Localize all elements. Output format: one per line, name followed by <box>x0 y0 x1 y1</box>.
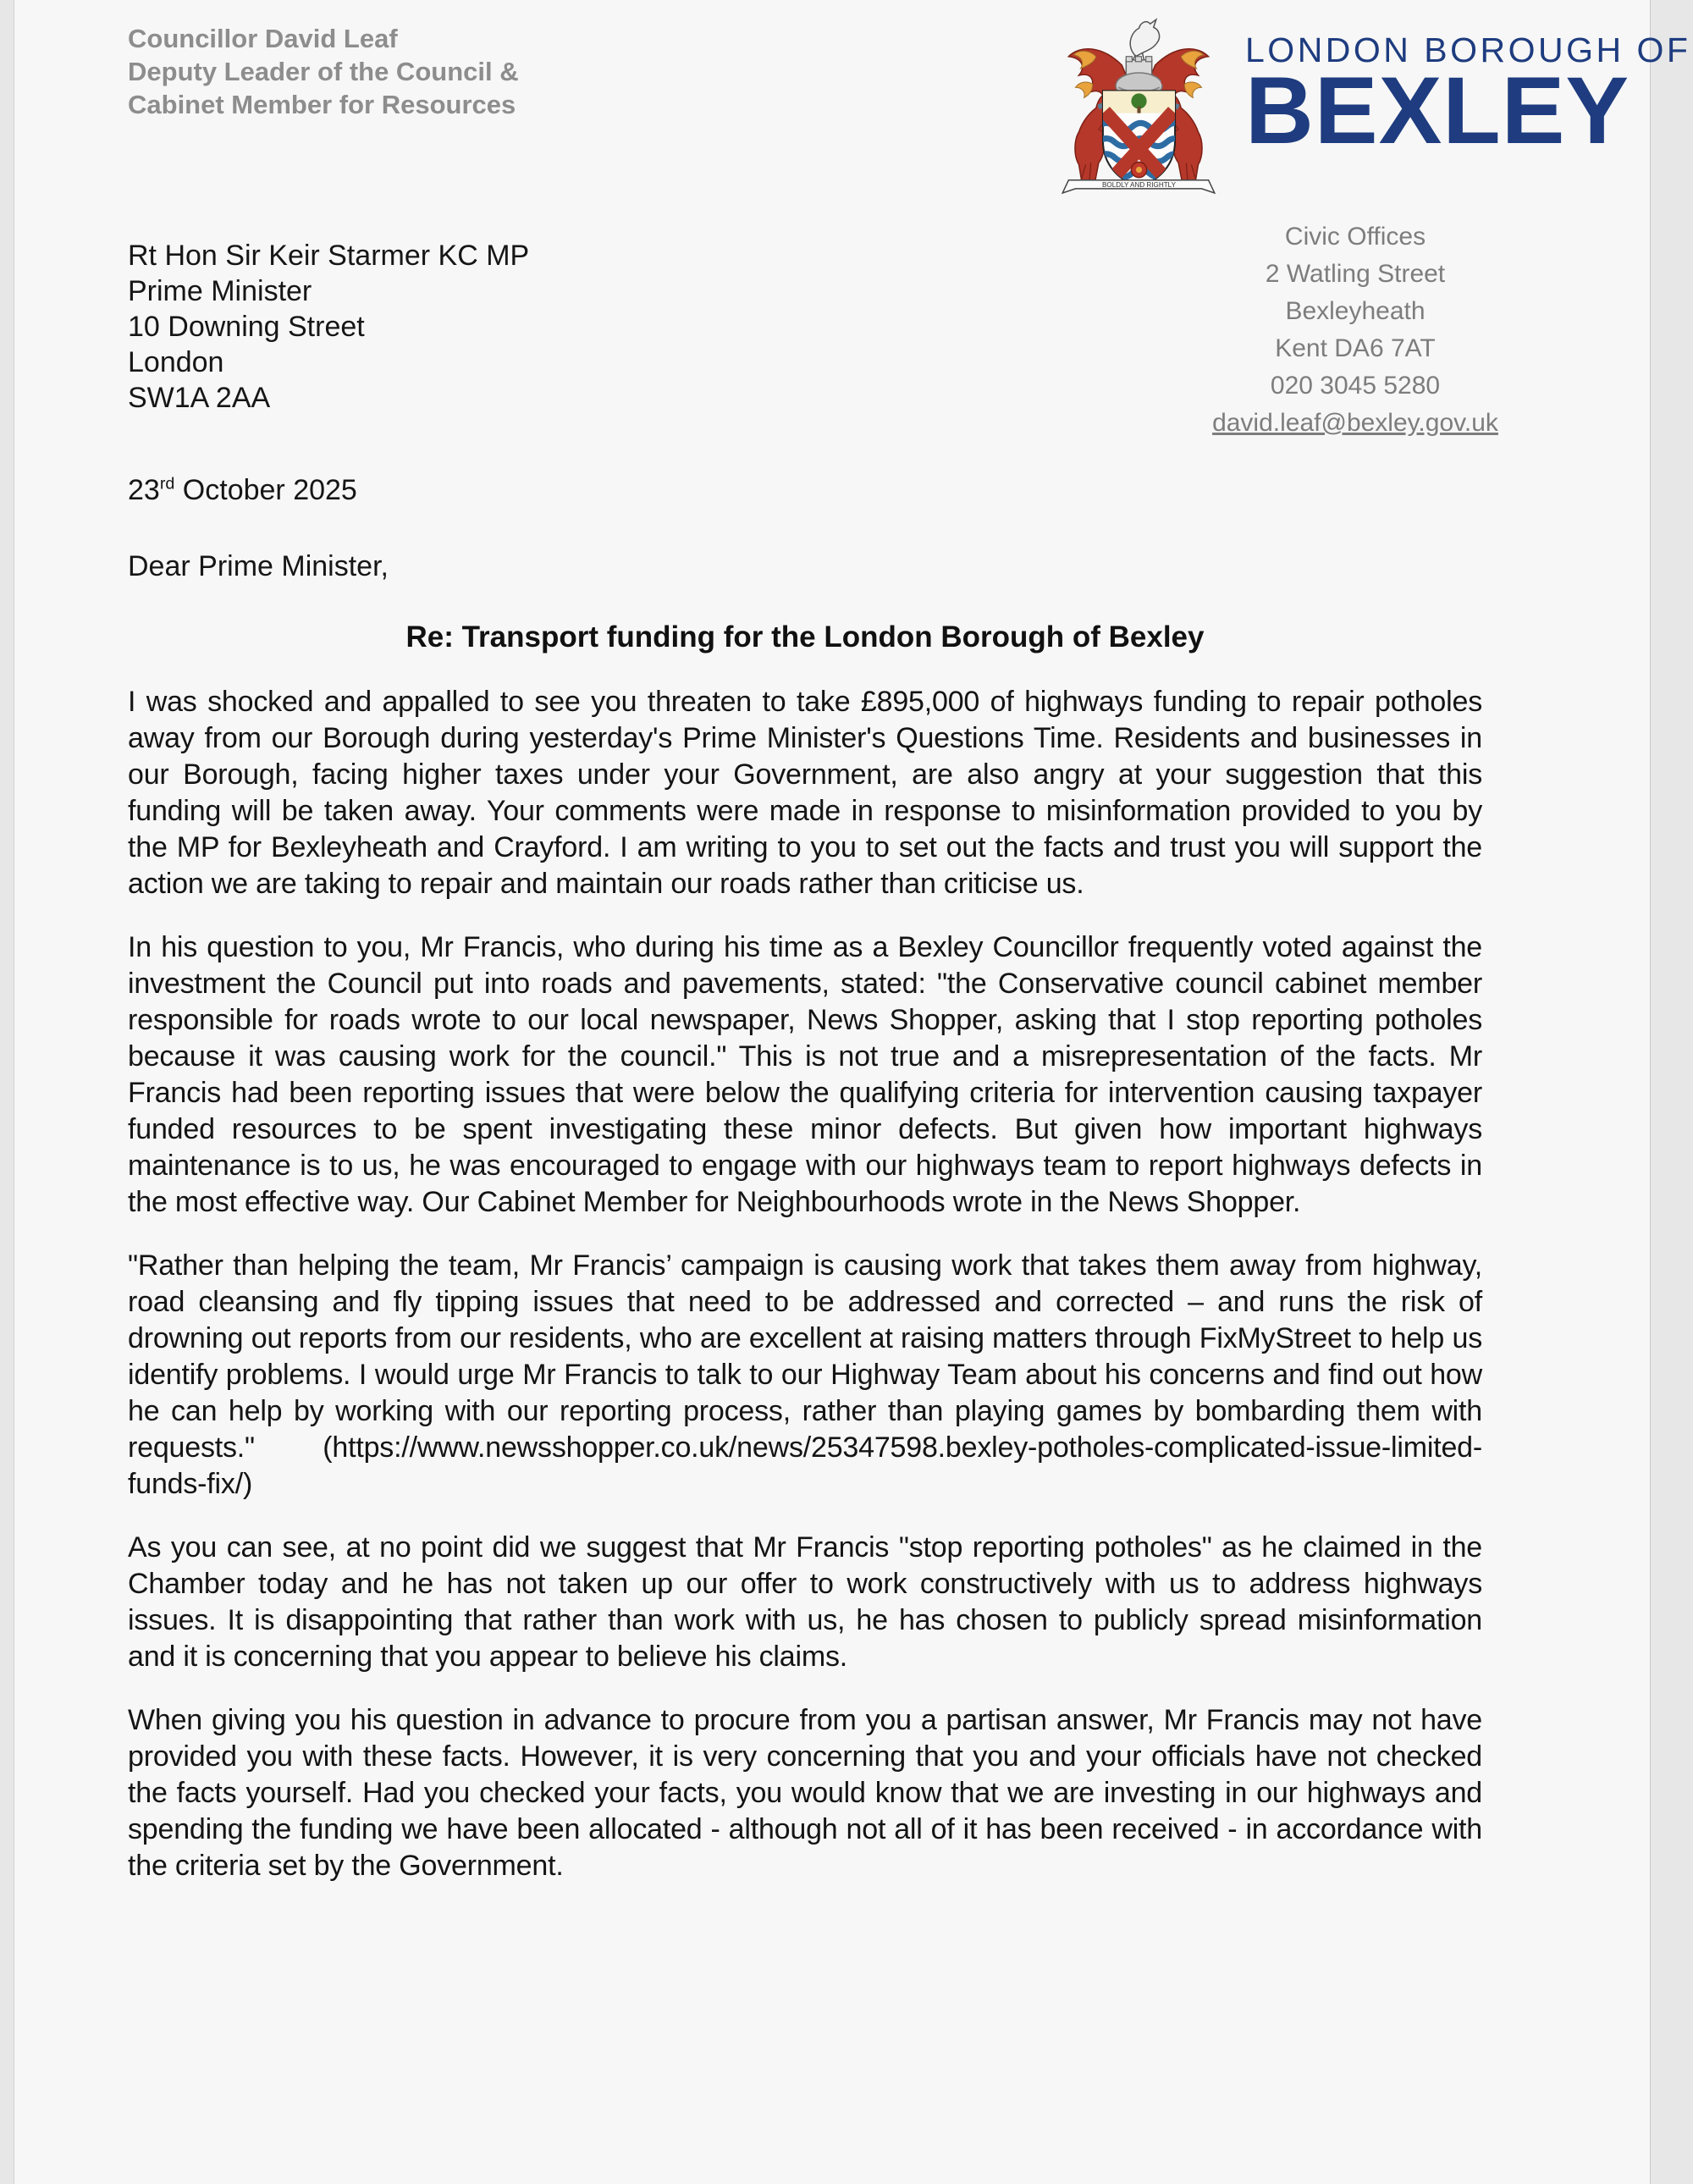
recipient-address <box>128 238 529 416</box>
recipient-line: 10 Downing Street <box>128 311 365 343</box>
letter-paragraph: As you can see, at no point did we suggest that Mr Francis "stop reporting potholes" as he claimed in the Chamber today and he has not taken up our offer to work constructively with us to address highways issues. It is disappointing that rather than work with us, he has chosen to publicly spread misinformation and it is concerning that you appear to believe his claims. <box>128 1531 1482 1673</box>
subject-line: Re: Transport funding for the London Borough of Bexley <box>405 620 1205 654</box>
email-link[interactable]: david.leaf@bexley.gov.uk <box>1212 409 1498 437</box>
crest-motto: BOLDLY AND RIGHTLY <box>1102 180 1176 189</box>
recipient-line: London <box>128 346 224 378</box>
letter-paragraph: I was shocked and appalled to see you threaten to take £895,000 of highways funding to repair potholes away from our Borough during yesterday's Prime Minister's Questions Time. Residents and businesses in our Borough, facing higher taxes under your Government, are also angry at your suggestion that this funding will be taken away. Your comments were made in response to misinformation provided to you by the MP for Bexleyheath and Crayford. I am writing to you to set out the facts and trust you will support the action we are taking to repair and maintain our roads rather than criticise us. <box>128 686 1482 900</box>
date-month-year: October 2025 <box>174 474 357 506</box>
sender-address <box>1161 218 1550 442</box>
letter-date <box>128 474 357 507</box>
bexley-crest-icon <box>1045 12 1232 196</box>
wordmark-line2: BEXLEY <box>1245 58 1630 163</box>
address-line: Kent DA6 7AT <box>1275 334 1436 362</box>
sender-title-line2: Cabinet Member for Resources <box>128 90 516 119</box>
address-phone: 020 3045 5280 <box>1270 372 1441 400</box>
salutation: Dear Prime Minister, <box>128 550 389 582</box>
sender-block <box>128 22 519 121</box>
address-line: Civic Offices <box>1284 223 1426 251</box>
address-line: 2 Watling Street <box>1265 260 1446 288</box>
recipient-line: Prime Minister <box>128 275 312 307</box>
wordmark-line1: LONDON BOROUGH OF <box>1245 30 1691 69</box>
letter-body <box>128 684 1482 1911</box>
recipient-line: Rt Hon Sir Keir Starmer KC MP <box>128 240 530 272</box>
letter-paragraph: In his question to you, Mr Francis, who during his time as a Bexley Councillor frequently voted against the investment the Council put into roads and pavements, stated: "the Conservative council cabinet member responsible for roads wrote to our local newspaper, News Shopper, asking that I stop reporting potholes because it was causing work for the council." This is not true and a misrepresentation of the facts. Mr Francis had been reporting issues that were below the qualifying criteria for intervention causing taxpayer funded resources to be spent investigating these minor defects. But given how important highways maintenance is to us, he was encouraged to engage with our highways team to report highways defects in the most effective way. Our Cabinet Member for Neighbourhoods wrote in the News Shopper. <box>128 931 1482 1218</box>
address-line: Bexleyheath <box>1285 297 1426 325</box>
date-ordinal-suffix: rd <box>159 474 175 494</box>
letter-page <box>14 0 1691 2184</box>
date-day: 23 <box>128 474 160 506</box>
sender-name: Councillor David Leaf <box>128 24 398 53</box>
letter-paragraph: When giving you his question in advance to procure from you a partisan answer, Mr Francis may not have provided you with these facts. However, it is very concerning that you and your officials have not checked the facts yourself. Had you checked your facts, you would know that we are investing in our highways and spending the funding we have been allocated - although not all of it has been received - in accordance with the criteria set by the Government. <box>128 1704 1482 1882</box>
recipient-line: SW1A 2AA <box>128 382 271 414</box>
borough-wordmark <box>1245 30 1691 163</box>
sender-title-line1: Deputy Leader of the Council & <box>128 57 519 86</box>
borough-logo <box>1045 12 1691 194</box>
letter-paragraph: "Rather than helping the team, Mr Francis’ campaign is causing work that takes them away from highway, road cleansing and fly tipping issues that need to be addressed and corrected – and runs the risk of drowning out reports from our residents, who are excellent at raising matters through FixMyStreet to help us identify problems. I would urge Mr Francis to talk to our Highway Team about his concerns and find out how he can help by working with our reporting process, rather than playing games by bombarding them with requests." (https://www.newsshopper.co.uk/news/25347598.bexley-potholes-complicated-issue-limited-funds-fix/) <box>128 1249 1482 1500</box>
